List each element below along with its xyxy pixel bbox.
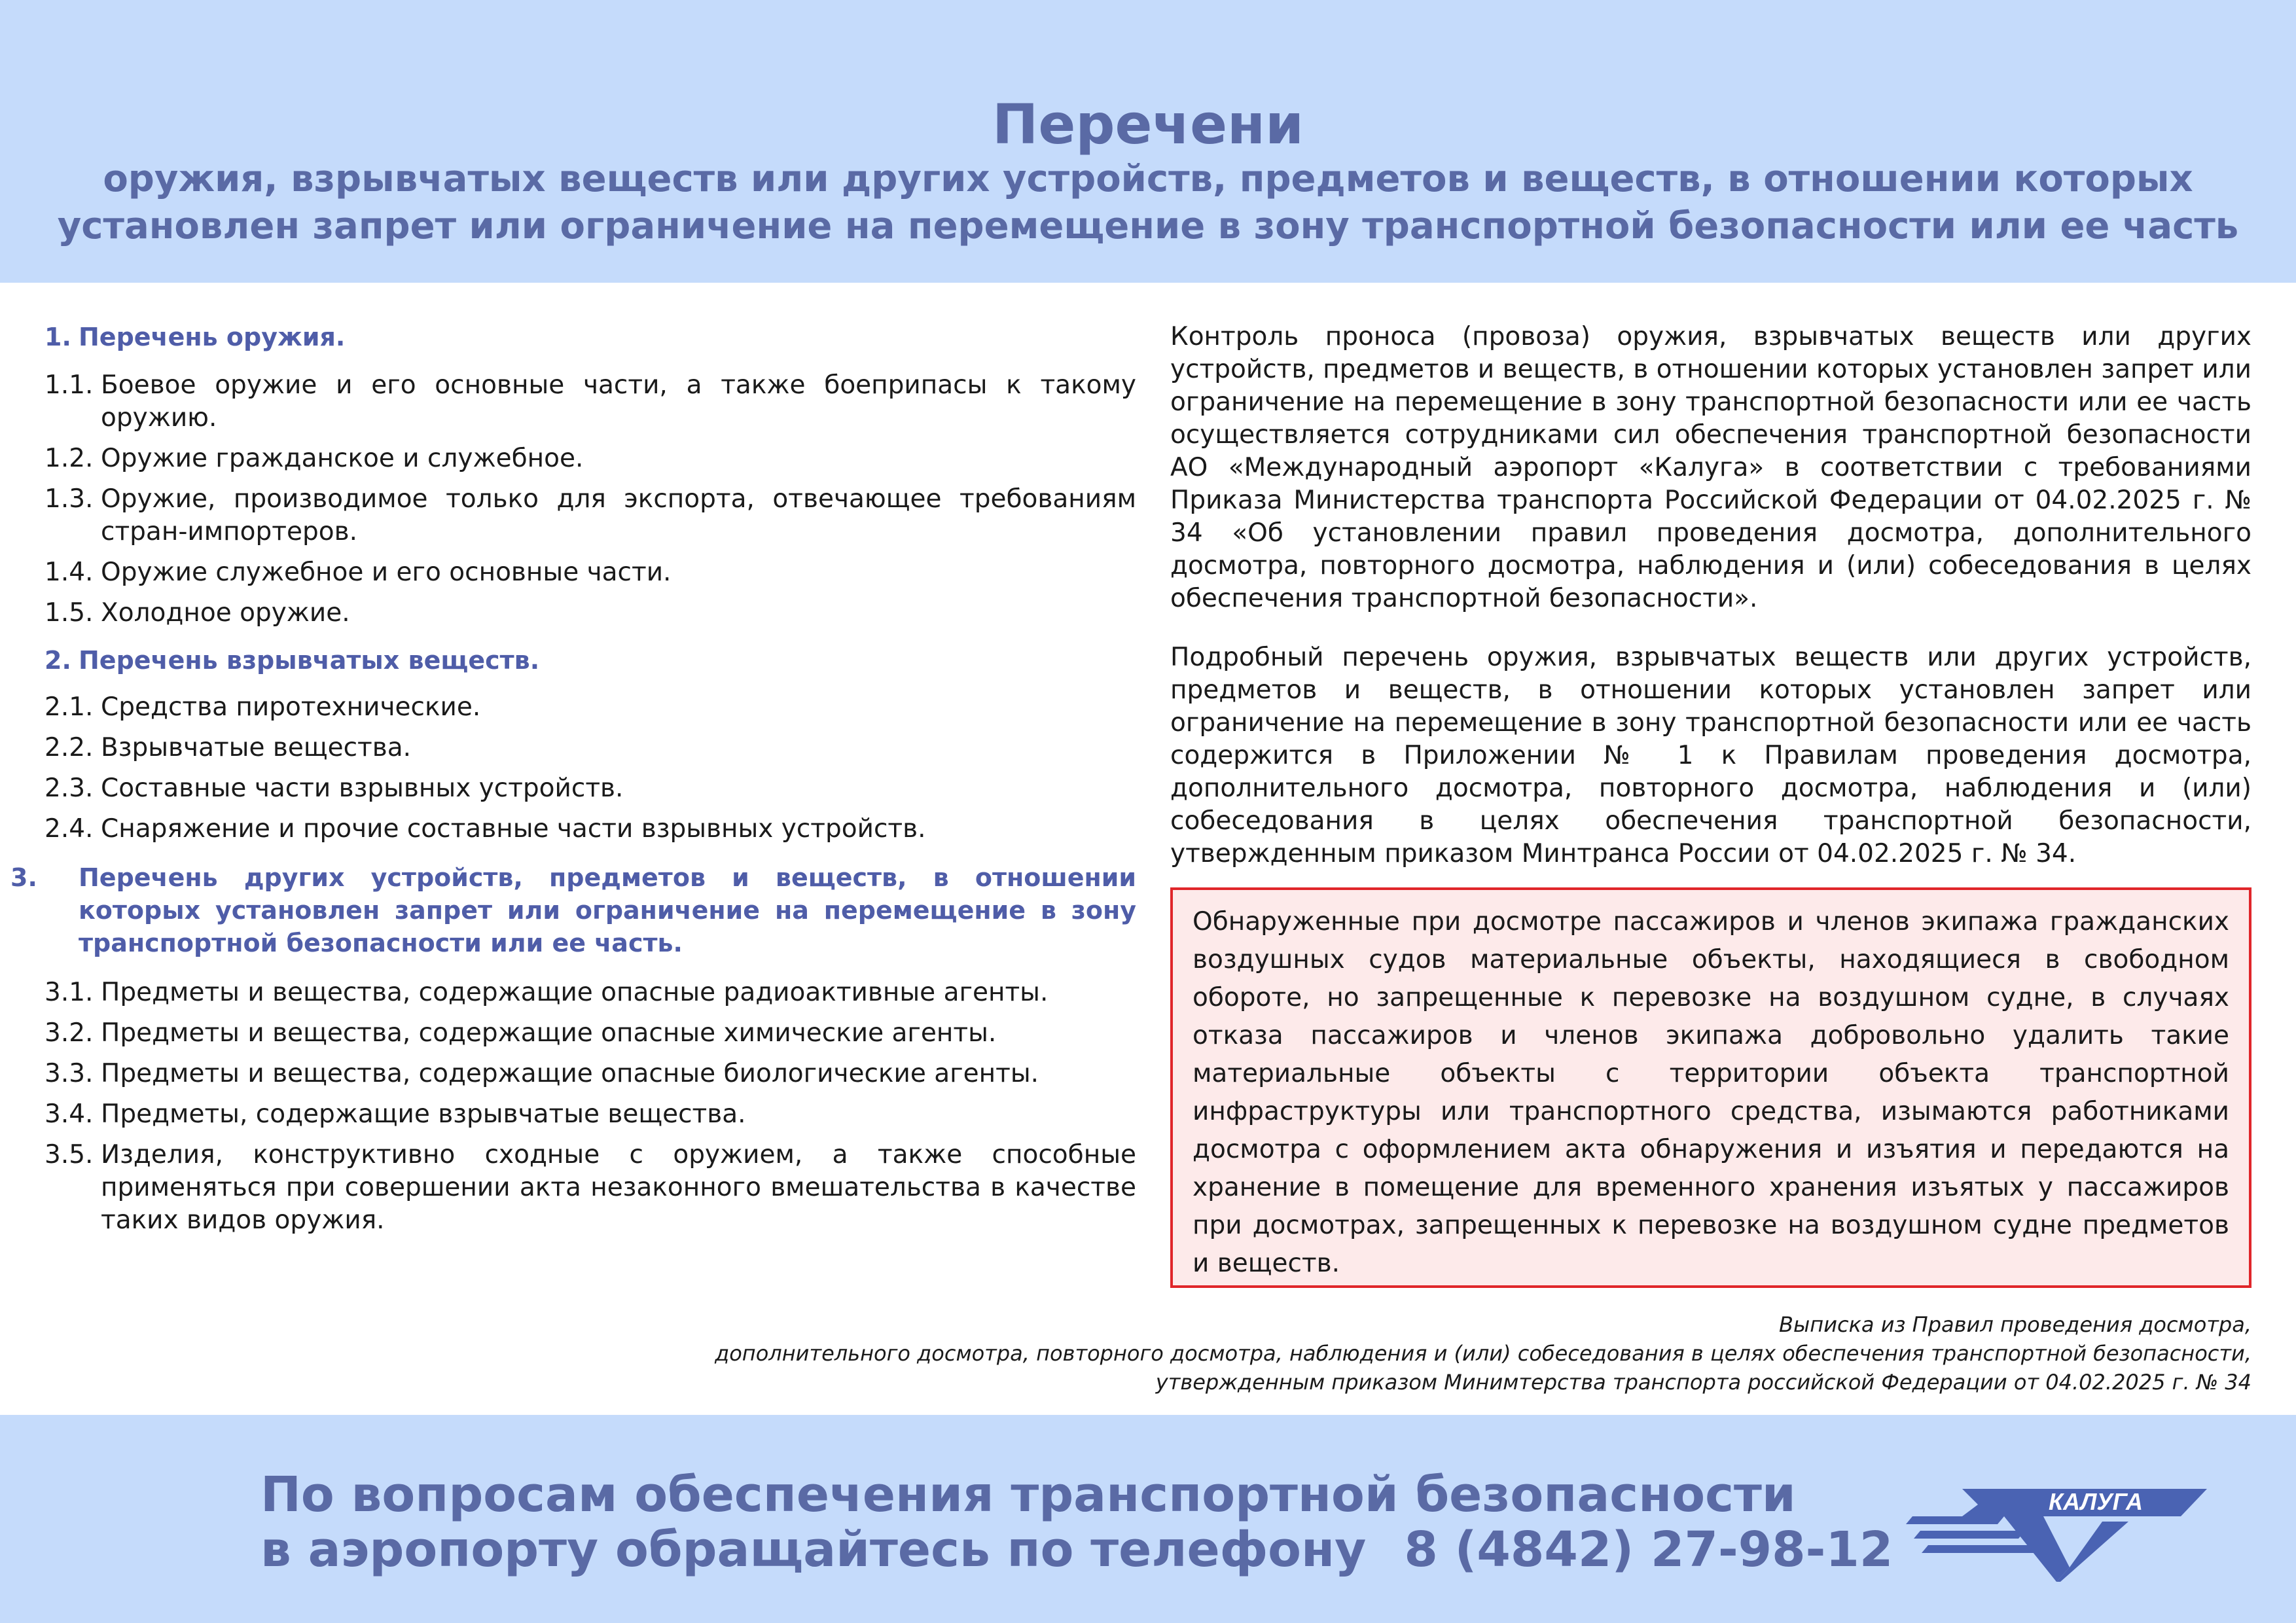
explosives-list bbox=[45, 691, 1136, 846]
seizure-notice-box bbox=[1170, 887, 2251, 1288]
list-item: 2.1. Средства пиротехнические. bbox=[45, 692, 481, 722]
footnote-line-1: Выписка из Правил проведения досмотра, bbox=[1779, 1312, 2251, 1337]
list-item: 3.2. Предметы и вещества, содержащие опасные химические агенты. bbox=[45, 1018, 997, 1048]
contact-line-1: По вопросам обеспечения транспортной безопасности bbox=[260, 1467, 1796, 1523]
list-item: 3.3. Предметы и вещества, содержащие опасные биологические агенты. bbox=[45, 1059, 1039, 1088]
list-item: 3.4. Предметы, содержащие взрывчатые вещества. bbox=[45, 1099, 746, 1129]
footnote-line-2: дополнительного досмотра, повторного досмотра, наблюдения и (или) собеседования в целях обеспечения транспортной безопасности, bbox=[715, 1341, 2251, 1366]
seizure-notice-text: Обнаруженные при досмотре пассажиров и членов экипажа гражданских воздушных судов материальные объекты, находящиеся в свободном обороте, но запрещенные к перевозке на воздушном судне, в случаях отказа пассажиров и членов экипажа добровольно удалить такие материальные объекты с территории объекта транспортной инфраструктуры или транспортного средства, изымаются работниками досмотра с оформлением акта обнаружения и изъятия и передаются на хранение в помещение для временного хранения изъятых у пассажиров при досмотрах, запрещенных к перевозке на воздушном судне предметов и веществ. bbox=[1193, 907, 2229, 1278]
section-heading-other-items: 3. Перечень других устройств, предметов и веществ, в отношении которых установлен запрет или ограничение на перемещение в зону транспортной безопасности или ее часть. bbox=[10, 863, 1136, 957]
logo-text: КАЛУГА bbox=[2049, 1488, 2143, 1515]
kaluga-airport-logo bbox=[1906, 1476, 2214, 1584]
list-item: 2.4. Снаряжение и прочие составные части взрывных устройств. bbox=[45, 814, 926, 844]
list-item: 3.1. Предметы и вещества, содержащие опасные радиоактивные агенты. bbox=[45, 978, 1049, 1007]
subtitle-line-2: установлен запрет или ограничение на перемещение в зону транспортной безопасности или ее часть bbox=[57, 205, 2239, 247]
list-item: 2.2. Взрывчатые вещества. bbox=[45, 733, 412, 762]
section-heading-weapons: 1. Перечень оружия. bbox=[45, 323, 346, 351]
control-paragraph: Контроль проноса (провоза) оружия, взрывчатых веществ или других устройств, предметов и веществ, в отношении которых установлен запрет или ограничение на перемещение в зону транспортной безопасности или ее часть осуществляется сотрудниками сил обеспечения транспортной безопасности АО «Международный аэропорт «Калуга» в соответствии с требованиями Приказа Министерства транспорта Российской Федерации от 04.02.2025 г. № 34 «Об установлении правил проведения досмотра, дополнительного досмотра, повторного досмотра, наблюдения и (или) собеседования в целях обеспечения транспортной безопасности». bbox=[1170, 322, 2251, 613]
list-item: 1.5. Холодное оружие. bbox=[45, 598, 350, 628]
page-title: Перечени bbox=[992, 92, 1304, 156]
info-column bbox=[1170, 321, 2251, 870]
list-item: 1.1. Боевое оружие и его основные части, а также боеприпасы к такому оружию. bbox=[45, 370, 1136, 433]
header-band bbox=[0, 0, 2296, 283]
phone-number: 8 (4842) 27-98-12 bbox=[1404, 1522, 1893, 1578]
weapons-list bbox=[45, 369, 1136, 630]
contact-line-2: в аэропорту обращайтесь по телефону bbox=[260, 1522, 1367, 1578]
list-item: 1.3. Оружие, производимое только для экспорта, отвечающее требованиям стран-импортеров. bbox=[45, 484, 1136, 546]
section-heading-explosives: 2. Перечень взрывчатых веществ. bbox=[45, 646, 540, 675]
contact-info bbox=[260, 1467, 1893, 1577]
subtitle-line-1: оружия, взрывчатых веществ или других устройств, предметов и веществ, в отношении которых bbox=[103, 158, 2193, 200]
page-subtitle bbox=[20, 156, 2276, 250]
source-footnote bbox=[419, 1310, 2251, 1397]
list-item: 1.2. Оружие гражданское и служебное. bbox=[45, 444, 584, 473]
list-item: 1.4. Оружие служебное и его основные части. bbox=[45, 558, 672, 587]
other-items-list bbox=[45, 976, 1136, 1237]
list-item: 3.5. Изделия, конструктивно сходные с оружием, а также способные применяться при совершении акта незаконного вмешательства в качестве таких видов оружия. bbox=[45, 1140, 1136, 1235]
list-item: 2.3. Составные части взрывных устройств. bbox=[45, 774, 624, 803]
lists-column bbox=[10, 321, 1136, 1245]
footnote-line-3: утвержденным приказом Минимтерства транспорта российской Федерации от 04.02.2025 г. № 34 bbox=[1155, 1370, 2251, 1395]
detail-paragraph: Подробный перечень оружия, взрывчатых веществ или других устройств, предметов и веществ, в отношении которых установлен запрет или ограничение на перемещение в зону транспортной безопасности или ее часть содержится в Приложении № 1 к Правилам проведения досмотра, дополнительного досмотра, повторного досмотра, наблюдения и (или) собеседования в целях обеспечения транспортной безопасности, утвержденным приказом Минтранса России от 04.02.2025 г. № 34. bbox=[1170, 643, 2251, 868]
